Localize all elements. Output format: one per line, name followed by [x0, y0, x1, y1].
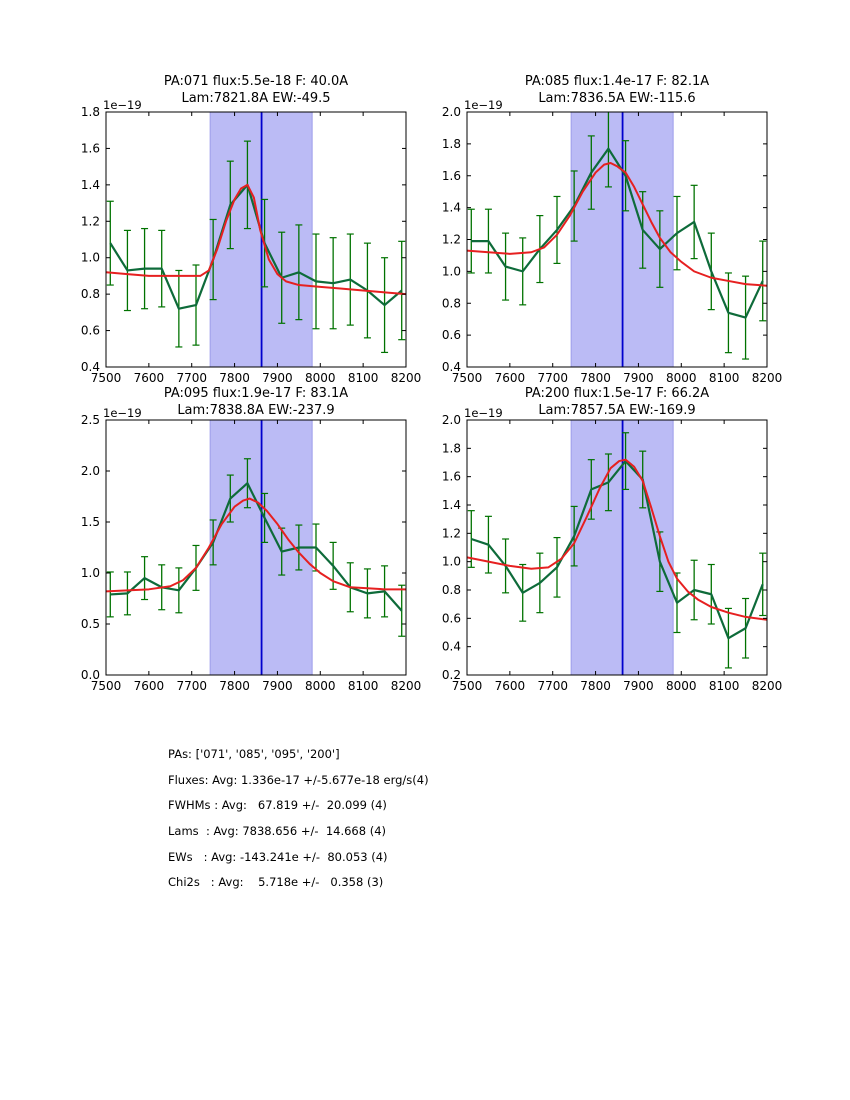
- x-tick-label: 7600: [133, 679, 165, 693]
- y-tick-label: 0.4: [441, 360, 461, 374]
- x-tick-label: 8200: [751, 679, 783, 693]
- subplot-title-line1: PA:095 flux:1.9e-17 F: 83.1A: [163, 386, 349, 401]
- y-tick-label: 1.8: [80, 105, 100, 119]
- subplot-title-line2: Lam:7836.5A EW:-115.6: [538, 91, 696, 106]
- y-tick-label: 1.2: [80, 214, 100, 229]
- x-tick-label: 7800: [580, 679, 611, 693]
- y-tick-label: 1.4: [80, 177, 100, 192]
- y-tick-label: 1.0: [441, 264, 461, 279]
- y-tick-label: 1.6: [441, 168, 461, 183]
- y-tick-label: 1.0: [441, 554, 461, 569]
- y-tick-label: 1.0: [80, 250, 100, 265]
- y-axis-offset-label: 1e−19: [464, 406, 503, 420]
- x-tick-label: 8000: [305, 371, 336, 385]
- y-tick-label: 2.0: [441, 413, 461, 427]
- x-tick-label: 7800: [219, 679, 250, 693]
- subplot-title-line1: PA:200 flux:1.5e-17 F: 66.2A: [524, 386, 710, 401]
- x-tick-label: 7800: [580, 371, 611, 385]
- x-tick-label: 8100: [347, 679, 379, 693]
- y-axis-offset-label: 1e−19: [103, 406, 142, 420]
- x-tick-label: 7600: [133, 371, 165, 385]
- summary-fluxes: Fluxes: Avg: 1.336e-17 +/-5.677e-18 erg/s(4): [168, 773, 429, 787]
- subplot-title-line2: Lam:7838.8A EW:-237.9: [177, 403, 335, 418]
- subplot-pa200: [411, 386, 793, 700]
- x-tick-label: 8100: [708, 371, 740, 385]
- y-tick-label: 1.6: [80, 141, 100, 156]
- y-tick-label: 1.8: [441, 441, 461, 456]
- axes-pa085: [411, 92, 793, 392]
- y-tick-label: 0.4: [441, 639, 461, 654]
- summary-fwhms: FWHMs : Avg: 67.819 +/- 20.099 (4): [168, 798, 387, 812]
- x-tick-label: 7500: [90, 371, 122, 385]
- x-tick-label: 7500: [90, 679, 122, 693]
- y-tick-label: 1.2: [441, 526, 461, 541]
- axes-pa200: [411, 400, 793, 700]
- x-tick-label: 7700: [537, 371, 568, 385]
- y-tick-label: 1.5: [80, 515, 100, 529]
- subplot-pa071: [50, 74, 432, 388]
- y-tick-label: 0.2: [441, 668, 461, 682]
- y-tick-label: 0.6: [441, 611, 461, 626]
- subplot-pa095: [50, 386, 432, 700]
- y-tick-label: 1.6: [441, 469, 461, 484]
- y-tick-label: 2.0: [80, 464, 100, 478]
- subplot-title-line2: Lam:7857.5A EW:-169.9: [538, 403, 696, 418]
- y-tick-label: 1.2: [441, 232, 461, 247]
- summary-lams: Lams : Avg: 7838.656 +/- 14.668 (4): [168, 824, 387, 838]
- x-tick-label: 8000: [305, 679, 336, 693]
- x-tick-label: 7700: [176, 371, 207, 385]
- summary-chi2s: Chi2s : Avg: 5.718e +/- 0.358 (3): [168, 875, 384, 889]
- x-tick-label: 7900: [262, 371, 293, 385]
- x-tick-label: 8100: [708, 679, 740, 693]
- summary-ews: EWs : Avg: -143.241e +/- 80.053 (4): [168, 850, 388, 864]
- y-tick-label: 0.5: [80, 617, 100, 631]
- axes-pa071: [50, 92, 432, 392]
- x-tick-label: 7900: [623, 371, 654, 385]
- x-tick-label: 8000: [666, 679, 697, 693]
- y-axis-offset-label: 1e−19: [103, 98, 142, 112]
- x-tick-label: 7900: [262, 679, 293, 693]
- x-tick-label: 8100: [347, 371, 379, 385]
- x-tick-label: 7700: [176, 679, 207, 693]
- y-tick-label: 0.8: [441, 583, 461, 597]
- summary-pas: PAs: ['071', '085', '095', '200']: [168, 747, 340, 761]
- x-tick-label: 7500: [451, 679, 483, 693]
- y-tick-label: 1.0: [80, 566, 100, 580]
- y-tick-label: 2.5: [80, 413, 100, 427]
- subplot-pa085: [411, 74, 793, 388]
- subplot-title-line1: PA:085 flux:1.4e-17 F: 82.1A: [524, 74, 710, 89]
- x-tick-label: 7800: [219, 371, 250, 385]
- x-tick-label: 8200: [390, 371, 422, 385]
- y-tick-label: 0.8: [441, 296, 461, 311]
- y-axis-offset-label: 1e−19: [464, 98, 503, 112]
- subplot-title-line2: Lam:7821.8A EW:-49.5: [181, 91, 331, 106]
- subplot-title-line1: PA:071 flux:5.5e-18 F: 40.0A: [163, 74, 349, 89]
- y-tick-label: 0.0: [80, 668, 100, 682]
- y-tick-label: 1.8: [441, 136, 461, 151]
- x-tick-label: 8200: [390, 679, 422, 693]
- y-tick-label: 0.6: [441, 328, 461, 343]
- y-tick-label: 1.4: [441, 498, 461, 512]
- x-tick-label: 7600: [494, 371, 526, 385]
- x-tick-label: 7600: [494, 679, 526, 693]
- y-tick-label: 1.4: [441, 200, 461, 215]
- y-tick-label: 2.0: [441, 105, 461, 119]
- x-tick-label: 7900: [623, 679, 654, 693]
- y-tick-label: 0.8: [80, 287, 100, 302]
- x-tick-label: 7500: [451, 371, 483, 385]
- y-tick-label: 0.4: [80, 360, 100, 374]
- y-tick-label: 0.6: [80, 323, 100, 338]
- axes-pa095: [50, 400, 432, 700]
- x-tick-label: 8200: [751, 371, 783, 385]
- x-tick-label: 8000: [666, 371, 697, 385]
- x-tick-label: 7700: [537, 679, 568, 693]
